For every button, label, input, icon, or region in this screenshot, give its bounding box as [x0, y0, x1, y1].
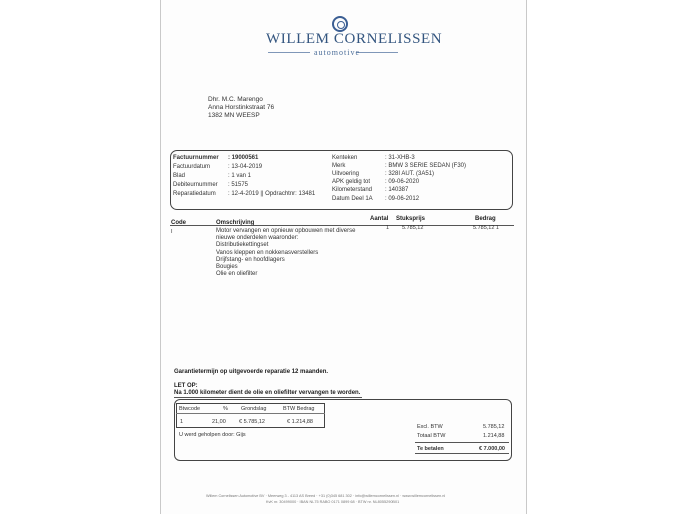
- te-betalen-label: Te betalen: [417, 446, 444, 452]
- company-subtitle: automotive: [314, 48, 360, 57]
- factuurnummer-label: Factuurnummer: [173, 155, 219, 161]
- totaal-btw-label: Totaal BTW: [417, 433, 446, 439]
- company-name: WILLEM CORNELISSEN: [266, 31, 443, 47]
- totals-underline: [415, 453, 509, 454]
- aantal-header: Aantal: [370, 216, 389, 222]
- apk-label: APK geldig tot: [332, 179, 371, 185]
- header-divider: [170, 225, 514, 226]
- kilometerstand-value: : 140387: [385, 187, 409, 193]
- line-description-7: Olie en oliefilter: [216, 271, 258, 277]
- grondslag-label: Grondslag: [241, 406, 267, 412]
- blad-value: : 1 van 1: [228, 173, 252, 179]
- logo-divider-right: [356, 52, 398, 53]
- line-description-1: Motor vervangen en opnieuw opbouwen met diverse: [216, 228, 356, 234]
- kilometerstand-label: Kilometerstand: [332, 187, 373, 193]
- line-description-6: Bougies: [216, 264, 238, 270]
- btw-bedrag-value: € 1.214,88: [287, 419, 313, 425]
- factuurnummer-value: : 19000561: [228, 155, 259, 161]
- customer-name: Dhr. M.C. Marengo: [208, 96, 263, 103]
- geholpen-door: U werd geholpen door: Gijs: [179, 432, 246, 438]
- apk-value: : 09-06-2020: [385, 179, 420, 185]
- kenteken-value: : 31-XHB-3: [385, 155, 415, 161]
- btwcode-value: 1: [180, 419, 184, 425]
- garantie-note: Garantietermijn op uitgevoerde reparatie 12 maanden.: [174, 369, 329, 375]
- excl-btw-label: Excl. BTW: [417, 424, 443, 430]
- datum-deel-value: : 09-06-2012: [385, 196, 420, 202]
- footer-line-2: KvK nr. 30499000 · IBAN NL75 RABO 0171 0899 68 · BTW nr. NL8055290B01: [266, 500, 400, 504]
- btwcode-label: Btwcode: [179, 406, 201, 412]
- line-description-4: Vanos kleppen en nokkenasverstellers: [216, 250, 319, 256]
- merk-value: : BMW 3 SERIE SEDAN (F30): [385, 163, 467, 169]
- totals-divider: [415, 442, 509, 443]
- debiteurnummer-value: : 51575: [228, 182, 249, 188]
- debiteurnummer-label: Debiteurnummer: [173, 182, 218, 188]
- line-code: I: [171, 229, 173, 235]
- logo-divider-left: [268, 52, 310, 53]
- uitvoering-value: : 328I AUT. (3A51): [385, 171, 435, 177]
- vat-table-divider: [176, 413, 325, 414]
- stuksprijs-header: Stuksprijs: [396, 216, 426, 222]
- excl-btw-value: 5.785,12: [483, 424, 505, 430]
- factuurdatum-value: : 13-04-2019: [228, 164, 263, 170]
- kenteken-label: Kenteken: [332, 155, 358, 161]
- let-op-text: Na 1.000 kilometer dient de olie en oliefilter vervangen te worden.: [174, 390, 361, 396]
- customer-city: 1382 MN WEESP: [208, 112, 260, 119]
- pct-value: 21,00: [212, 419, 226, 425]
- totaal-btw-value: 1.214,88: [483, 433, 505, 439]
- datum-deel-label: Datum Deel 1A: [332, 196, 373, 202]
- customer-street: Anna Horstinkstraat 76: [208, 104, 275, 111]
- pct-label: %: [223, 406, 228, 412]
- line-description-5: Drijfstang- en hoofdlagers: [216, 257, 285, 263]
- code-header: Code: [171, 220, 186, 226]
- line-bedrag: 5.785,12 1: [473, 225, 499, 231]
- blad-label: Blad: [173, 173, 186, 179]
- reparatiedatum-value: : 12-4-2019 || Opdrachtnr: 13481: [228, 191, 316, 197]
- line-description-2: nieuwe onderdelen waaronder:: [216, 235, 299, 241]
- bedrag-header: Bedrag: [475, 216, 496, 222]
- te-betalen-value: € 7.000,00: [479, 446, 505, 452]
- line-aantal: 1: [386, 225, 390, 231]
- line-description-3: Distributiekettingset: [216, 242, 269, 248]
- btw-bedrag-label: BTW Bedrag: [283, 406, 315, 412]
- grondslag-value: € 5.785,12: [239, 419, 265, 425]
- omschrijving-header: Omschrijving: [216, 220, 255, 226]
- line-stuksprijs: 5.785,12: [402, 225, 424, 231]
- note-underline: [174, 397, 362, 398]
- merk-label: Merk: [332, 163, 346, 169]
- uitvoering-label: Uitvoering: [332, 171, 360, 177]
- factuurdatum-label: Factuurdatum: [173, 164, 211, 170]
- reparatiedatum-label: Reparatiedatum: [173, 191, 216, 197]
- bmw-roundel-icon: [332, 16, 348, 32]
- footer-line-1: Willem Cornelissen Automotive BV · Meerweg 3 - 4113 AS Breed · +31 (0)345 681 302 · info@willemcornelissen.nl · www.willemcornelissen.nl: [206, 494, 446, 498]
- let-op-label: LET OP:: [174, 383, 198, 389]
